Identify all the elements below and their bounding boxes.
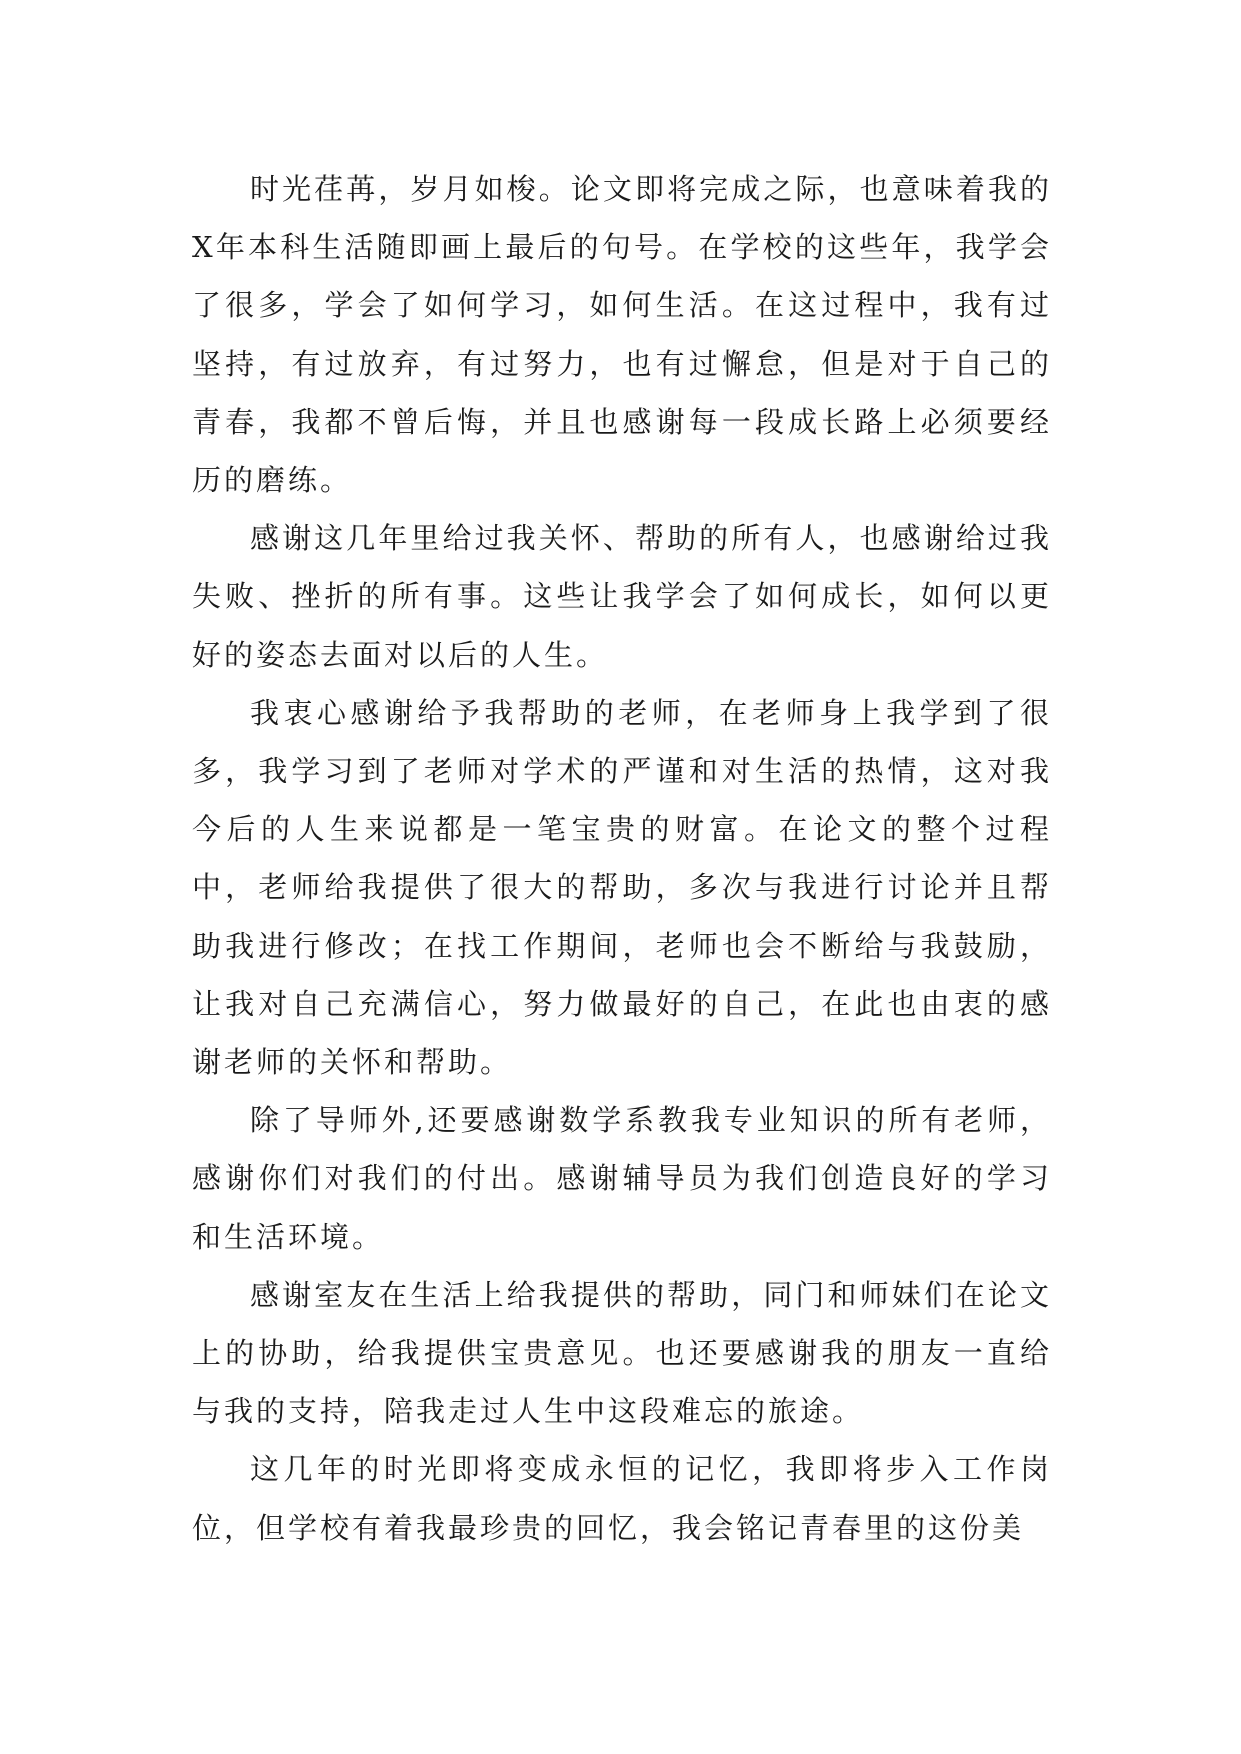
- paragraph-6: 这几年的时光即将变成永恒的记忆，我即将步入工作岗位，但学校有着我最珍贵的回忆，我会铭记青春里的这份美: [192, 1452, 1052, 1545]
- paragraph-5: 感谢室友在生活上给我提供的帮助，同门和师妹们在论文上的协助，给我提供宝贵意见。也还要感谢我的朋友一直给与我的支持，陪我走过人生中这段难忘的旅途。: [192, 1277, 1052, 1429]
- paragraph-2: 感谢这几年里给过我关怀、帮助的所有人，也感谢给过我失败、挫折的所有事。这些让我学会了如何成长，如何以更好的姿态去面对以后的人生。: [192, 521, 1052, 672]
- paragraph-1: 时光荏苒，岁月如梭。论文即将完成之际，也意味着我的X年本科生活随即画上最后的句号。在学校的这些年，我学会了很多，学会了如何学习，如何生活。在这过程中，我有过坚持，有过放弃，有过努力，也有过懈怠，但是对于自己的青春，我都不曾后悔，并且也感谢每一段成长路上必须要经历的磨练。: [192, 172, 1052, 498]
- body-text: [192, 160, 1052, 1557]
- paragraph-4: 除了导师外,还要感谢数学系教我专业知识的所有老师，感谢你们对我们的付出。感谢辅导员为我们创造良好的学习和生活环境。: [192, 1103, 1052, 1254]
- paragraph-3: 我衷心感谢给予我帮助的老师，在老师身上我学到了很多，我学习到了老师对学术的严谨和对生活的热情，这对我今后的人生来说都是一笔宝贵的财富。在论文的整个过程中，老师给我提供了很大的帮助，多次与我进行讨论并且帮助我进行修改；在找工作期间，老师也会不断给与我鼓励，让我对自己充满信心，努力做最好的自己，在此也由衷的感谢老师的关怀和帮助。: [192, 695, 1052, 1080]
